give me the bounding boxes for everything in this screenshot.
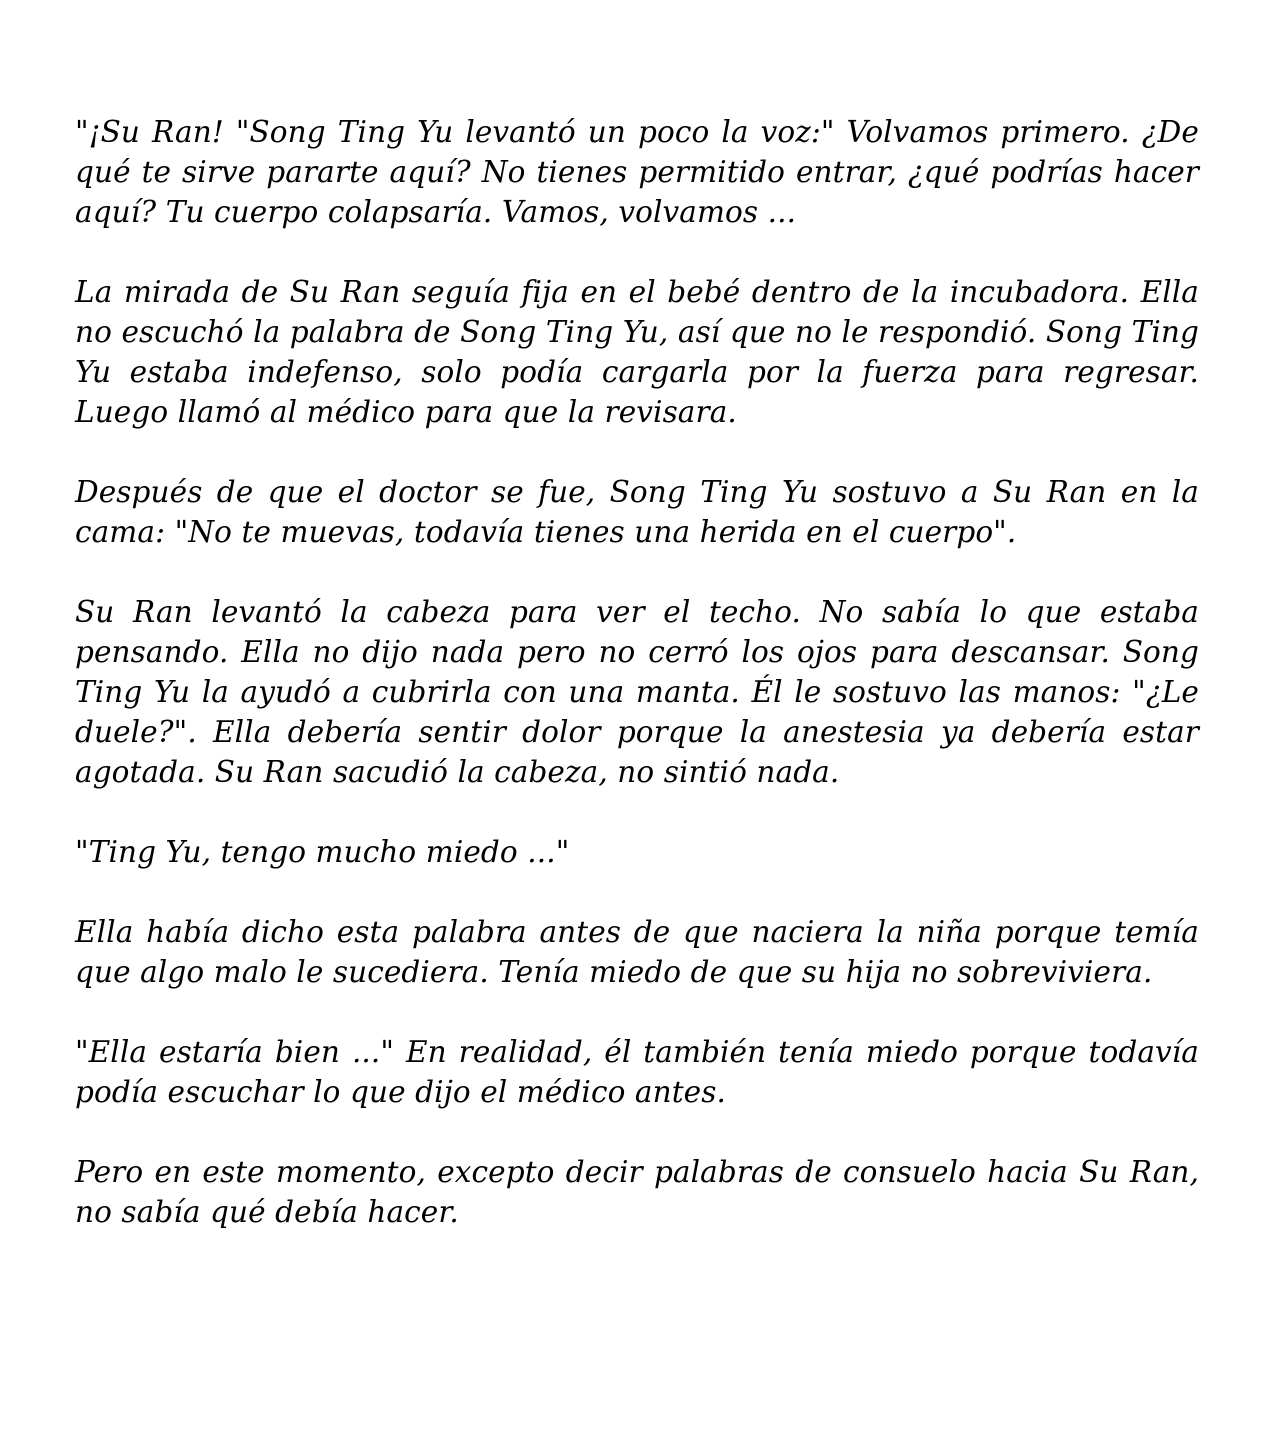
paragraph-5: "Ting Yu, tengo mucho miedo ..." xyxy=(75,835,570,869)
paragraph-6: Ella había dicho esta palabra antes de que naciera la niña porque temía que algo malo le sucediera. Tenía miedo de que su hija no sobreviviera. xyxy=(75,915,1199,989)
paragraph-4: Su Ran levantó la cabeza para ver el techo. No sabía lo que estaba pensando. Ella no dijo nada pero no cerró los ojos para descansar. Song Ting Yu la ayudó a cubrirla con una manta. Él le sostuvo las manos: "¿Le duele?". Ella debería sentir dolor porque la anestesia ya debería estar agotada. Su Ran sacudió la cabeza, no sintió nada. xyxy=(75,595,1199,789)
paragraph-1: "¡Su Ran! "Song Ting Yu levantó un poco la voz:" Volvamos primero. ¿De qué te sirve pararte aquí? No tienes permitido entrar, ¿qué podrías hacer aquí? Tu cuerpo colapsaría. Vamos, volvamos ... xyxy=(75,115,1199,229)
paragraph-8: Pero en este momento, excepto decir palabras de consuelo hacia Su Ran, no sabía qué debía hacer. xyxy=(75,1155,1199,1229)
paragraph-7: "Ella estaría bien ..." En realidad, él también tenía miedo porque todavía podía escuchar lo que dijo el médico antes. xyxy=(75,1035,1199,1109)
document-page xyxy=(75,112,1199,1232)
paragraph-2: La mirada de Su Ran seguía fija en el bebé dentro de la incubadora. Ella no escuchó la palabra de Song Ting Yu, así que no le respondió. Song Ting Yu estaba indefenso, solo podía cargarla por la fuerza para regresar. Luego llamó al médico para que la revisara. xyxy=(75,275,1199,429)
paragraph-3: Después de que el doctor se fue, Song Ting Yu sostuvo a Su Ran en la cama: "No te muevas, todavía tienes una herida en el cuerpo". xyxy=(75,475,1199,549)
